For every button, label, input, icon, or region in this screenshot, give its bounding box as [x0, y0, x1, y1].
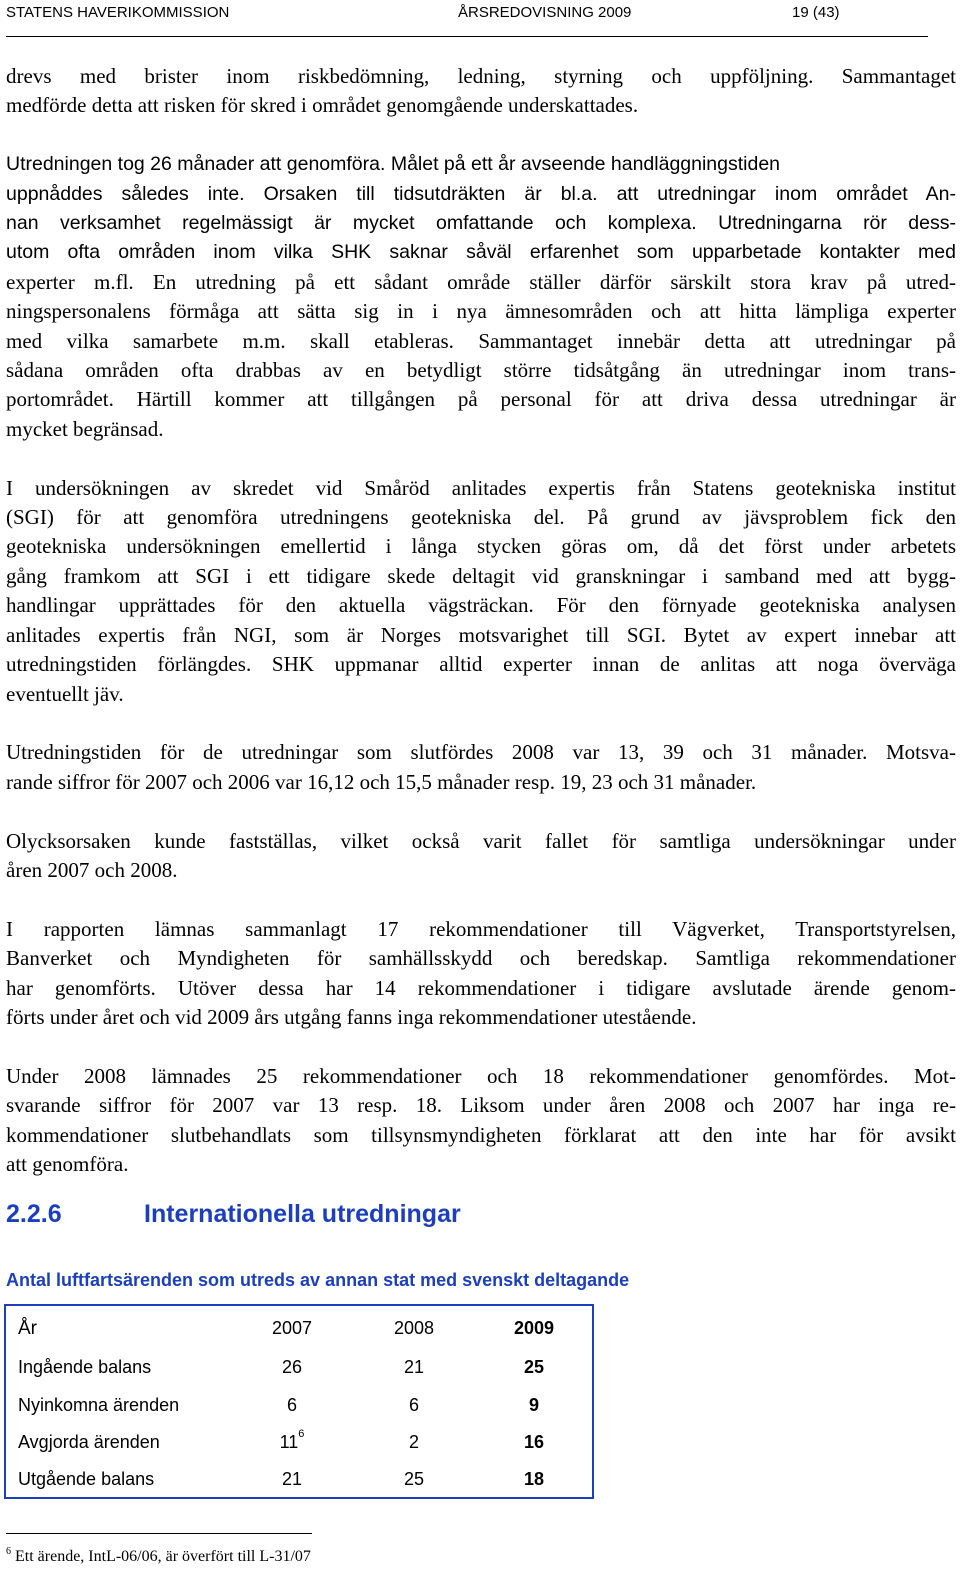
paragraph-2	[6, 150, 956, 444]
cell-2009: 9	[528, 1395, 539, 1415]
text-line: Under 2008 lämnades 25 rekommendationer och 18 rekommendationer genomfördes. Mot-	[6, 1063, 956, 1088]
text-line: gång framkom att SGI i ett tidigare skede deltagit vid granskningar i samband med att bygg-	[6, 563, 956, 588]
text-line: förts under året och vid 2009 års utgång fanns inga rekommendationer utestående.	[6, 1004, 697, 1029]
table-row	[6, 1357, 592, 1387]
cell-2007: 21	[281, 1469, 303, 1489]
text-line: I undersökningen av skredet vid Småröd anlitades expertis från Statens geotekniska institut	[6, 475, 956, 500]
text-line: Banverket och Myndigheten för samhällsskydd och beredskap. Samtliga rekommendationer	[6, 946, 956, 971]
text-line: drevs med brister inom riskbedömning, ledning, styrning och uppföljning. Sammantaget	[6, 64, 956, 88]
text-line: uppnåddes således inte. Orsaken till tidsutdräkten är bl.a. att utredningar inom området An-	[6, 182, 956, 205]
cell-value: 11	[279, 1432, 299, 1452]
text-line: utredningstiden förlängdes. SHK uppmanar alltid experter innan de anlitas att noga överväga	[6, 652, 956, 677]
text-line: portområdet. Härtill kommer att tillgången på personal för att driva dessa utredningar är	[6, 387, 956, 412]
cell-2007: 6	[286, 1395, 297, 1415]
column-header-2007: 2007	[271, 1318, 313, 1338]
text-line: nan verksamhet regelmässigt är mycket omfattande och komplexa. Utredningarna rör dess-	[6, 212, 956, 235]
text-line: Olycksorsaken kunde fastställas, vilket också varit fallet för samtliga undersökningar under	[6, 828, 956, 853]
text-line: rande siffror för 2007 och 2006 var 16,12 och 15,5 månader resp. 19, 23 och 31 månader.	[6, 769, 757, 794]
table-row	[6, 1395, 592, 1425]
paragraph-4	[6, 738, 956, 797]
text-line: (SGI) för att genomföra utredningens geotekniska del. På grund av jävsproblem fick den	[6, 505, 956, 530]
table-header-row	[6, 1318, 592, 1348]
text-line: eventuellt jäv.	[6, 681, 124, 706]
text-line: sådana områden ofta drabbas av en betydligt större tidsåtgång än utredningar inom trans-	[6, 358, 956, 383]
cell-2008: 6	[408, 1395, 419, 1415]
text-line: medförde detta att risken för skred i området genomgående underskattades.	[6, 93, 639, 118]
paragraph-1	[6, 62, 956, 121]
cell-2008: 21	[403, 1357, 425, 1377]
cell-2009: 25	[523, 1357, 545, 1377]
cell-2009: 18	[523, 1469, 545, 1489]
footnote-reference: 6	[298, 1428, 305, 1440]
page-header	[6, 4, 928, 26]
paragraph-7	[6, 1062, 956, 1180]
text-line: utom ofta områden inom vilka SHK saknar såväl erfarenhet som upparbetade kontakter med	[6, 241, 956, 264]
column-header-2008: 2008	[393, 1318, 435, 1338]
footnote	[6, 1548, 311, 1566]
footnote-text: Ett ärende, IntL-06/06, är överfört till L-31/07	[15, 1548, 311, 1565]
cell-2007: 26	[281, 1357, 303, 1377]
cell-2007	[266, 1428, 318, 1453]
header-rule	[6, 36, 928, 37]
section-title: Internationella utredningar	[144, 1200, 461, 1228]
text-line: har genomförts. Utöver dessa har 14 rekommendationer i tidigare avslutade ärende genom-	[6, 975, 956, 1000]
text-line: mycket begränsad.	[6, 416, 164, 441]
text-line: anlitades expertis från NGI, som är Norges motsvarighet till SGI. Bytet av expert innebar att	[6, 622, 956, 647]
row-label: Utgående balans	[18, 1469, 155, 1489]
text-line: med vilka samarbete m.m. skall etableras. Sammantaget innebär detta att utredningar på	[6, 328, 956, 353]
column-header-2009: 2009	[513, 1318, 555, 1338]
text-line: svarande siffror för 2007 var 13 resp. 18. Liksom under åren 2008 och 2007 har inga re-	[6, 1093, 956, 1118]
column-header-year: År	[18, 1318, 37, 1339]
statistics-table	[4, 1304, 594, 1499]
row-label: Nyinkomna ärenden	[18, 1395, 180, 1415]
body-text	[6, 62, 956, 1209]
table-caption: Antal luftfartsärenden som utreds av annan stat med svenskt deltagande	[6, 1270, 630, 1290]
cell-2009: 16	[523, 1432, 545, 1452]
footnote-rule	[6, 1533, 312, 1534]
paragraph-3	[6, 474, 956, 709]
text-line: handlingar upprättades för den aktuella vägsträckan. För den förnyade geotekniska analysen	[6, 593, 956, 618]
text-line: kommendationer slutbehandlats som tillsynsmyndigheten förklarat att den inte har för avsikt	[6, 1122, 956, 1147]
text-line: Utredningen tog 26 månader att genomföra. Målet på ett år avseende handläggningstiden	[6, 153, 781, 176]
text-line: experter m.fl. En utredning på ett sådant område ställer därför särskilt stora krav på utred-	[6, 269, 956, 294]
footnote-marker: 6	[6, 1546, 11, 1557]
row-label: Ingående balans	[18, 1357, 152, 1377]
header-organization: STATENS HAVERIKOMMISSION	[6, 4, 230, 21]
text-line: åren 2007 och 2008.	[6, 857, 178, 882]
header-report-title: ÅRSREDOVISNING 2009	[458, 4, 632, 21]
text-line: Utredningstiden för de utredningar som slutfördes 2008 var 13, 39 och 31 månader. Motsva-	[6, 740, 956, 765]
text-line: att genomföra.	[6, 1151, 129, 1176]
text-line: I rapporten lämnas sammanlagt 17 rekommendationer till Vägverket, Transportstyrelsen,	[6, 916, 956, 941]
section-heading	[6, 1200, 461, 1229]
cell-2008: 25	[403, 1469, 425, 1489]
text-line: geotekniska undersökningen emellertid i långa stycken göras om, då det först under arbetets	[6, 534, 956, 559]
table-row	[6, 1469, 592, 1499]
cell-2008: 2	[408, 1432, 419, 1452]
header-page-number: 19 (43)	[792, 4, 840, 21]
row-label: Avgjorda ärenden	[18, 1432, 160, 1452]
text-line: ningspersonalens förmåga att sätta sig in i nya ämnesområden och att hitta lämpliga experter	[6, 299, 956, 324]
section-number: 2.2.6	[6, 1200, 62, 1228]
paragraph-6	[6, 915, 956, 1033]
table-row	[6, 1428, 592, 1462]
paragraph-5	[6, 827, 956, 886]
